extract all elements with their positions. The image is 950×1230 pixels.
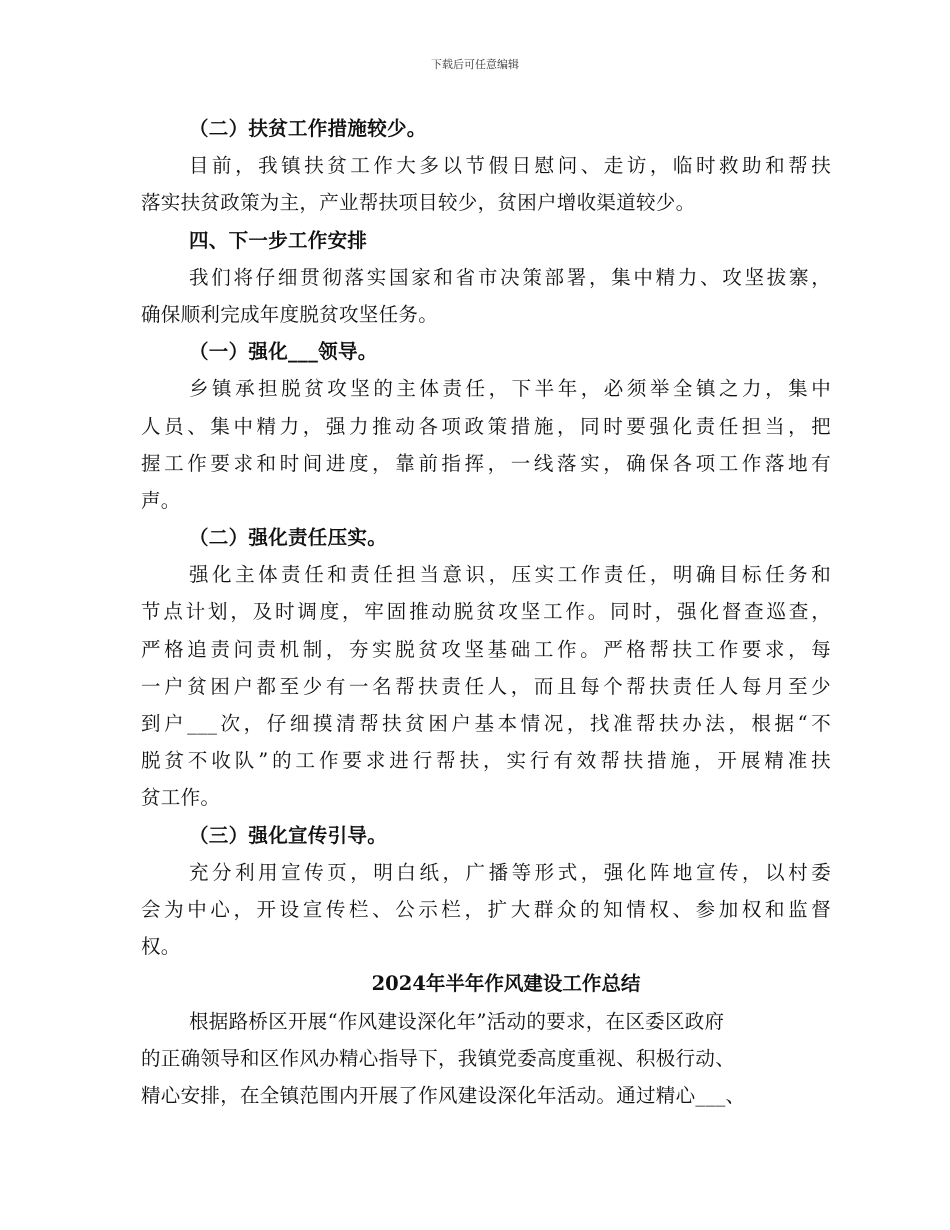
page-header: 下载后可任意编辑 (431, 58, 519, 71)
document-title: 2024年半年作风建设工作总结 (371, 972, 641, 996)
paragraph-line: 握工作要求和时间进度，靠前指挥，一线落实，确保各项工作落地有 (141, 451, 831, 475)
paragraph-line: 充分利用宣传页，明白纸，广播等形式，强化阵地宣传，以村委 (189, 860, 831, 884)
document-body (141, 110, 831, 1114)
paragraph-line: 到户___次，仔细摸清帮扶贫困户基本情况，找准帮扶办法，根据“不 (141, 712, 831, 735)
paragraph-line: 乡镇承担脱贫攻坚的主体责任，下半年，必须举全镇之力，集中 (189, 377, 831, 401)
paragraph-line: 目前，我镇扶贫工作大多以节假日慰问、走访，临时救助和帮扶 (189, 154, 831, 178)
section-heading: 四、下一步工作安排 (189, 228, 368, 252)
paragraph-line: 节点计划，及时调度，牢固推动脱贫攻坚工作。同时，强化督查巡查， (141, 600, 831, 624)
paragraph-line: 会为中心，开设宣传栏、公示栏，扩大群众的知情权、参加权和监督 (141, 897, 831, 921)
paragraph-line: 贫工作。 (141, 786, 221, 810)
paragraph-line: 精心安排，在全镇范围内开展了作风建设深化年活动。通过精心___、 (141, 1083, 746, 1107)
paragraph-line: 脱贫不收队”的工作要求进行帮扶，实行有效帮扶措施，开展精准扶 (141, 749, 831, 773)
paragraph-line: 根据路桥区开展“作风建设深化年”活动的要求，在区委区政府 (189, 1009, 725, 1033)
paragraph-line: 人员、集中精力，强力推动各项政策措施，同时要强化责任担当，把 (141, 414, 831, 438)
paragraph-line: 我们将仔细贯彻落实国家和省市决策部署，集中精力、攻坚拔寨， (189, 265, 831, 289)
paragraph-line: 声。 (141, 488, 181, 512)
paragraph-line: 一户贫困户都至少有一名帮扶责任人，而且每个帮扶责任人每月至少 (141, 674, 831, 698)
section-heading: （二）强化责任压实。 (189, 526, 388, 550)
paragraph-line: 落实扶贫政策为主，产业帮扶项目较少，贫困户增收渠道较少。 (141, 191, 696, 215)
paragraph-line: 严格追责问责机制，夯实脱贫攻坚基础工作。严格帮扶工作要求，每 (141, 637, 831, 661)
paragraph-line: 强化主体责任和责任担当意识，压实工作责任，明确目标任务和 (189, 563, 831, 587)
paragraph-line: 确保顺利完成年度脱贫攻坚任务。 (141, 302, 439, 326)
paragraph-line: 的正确领导和区作风办精心指导下，我镇党委高度重视、积极行动、 (141, 1046, 736, 1070)
paragraph-line: 权。 (141, 935, 181, 959)
section-heading: （三）强化宣传引导。 (189, 823, 388, 847)
section-heading: （二）扶贫工作措施较少。 (189, 117, 427, 140)
section-heading: （一）强化___领导。 (189, 340, 378, 364)
